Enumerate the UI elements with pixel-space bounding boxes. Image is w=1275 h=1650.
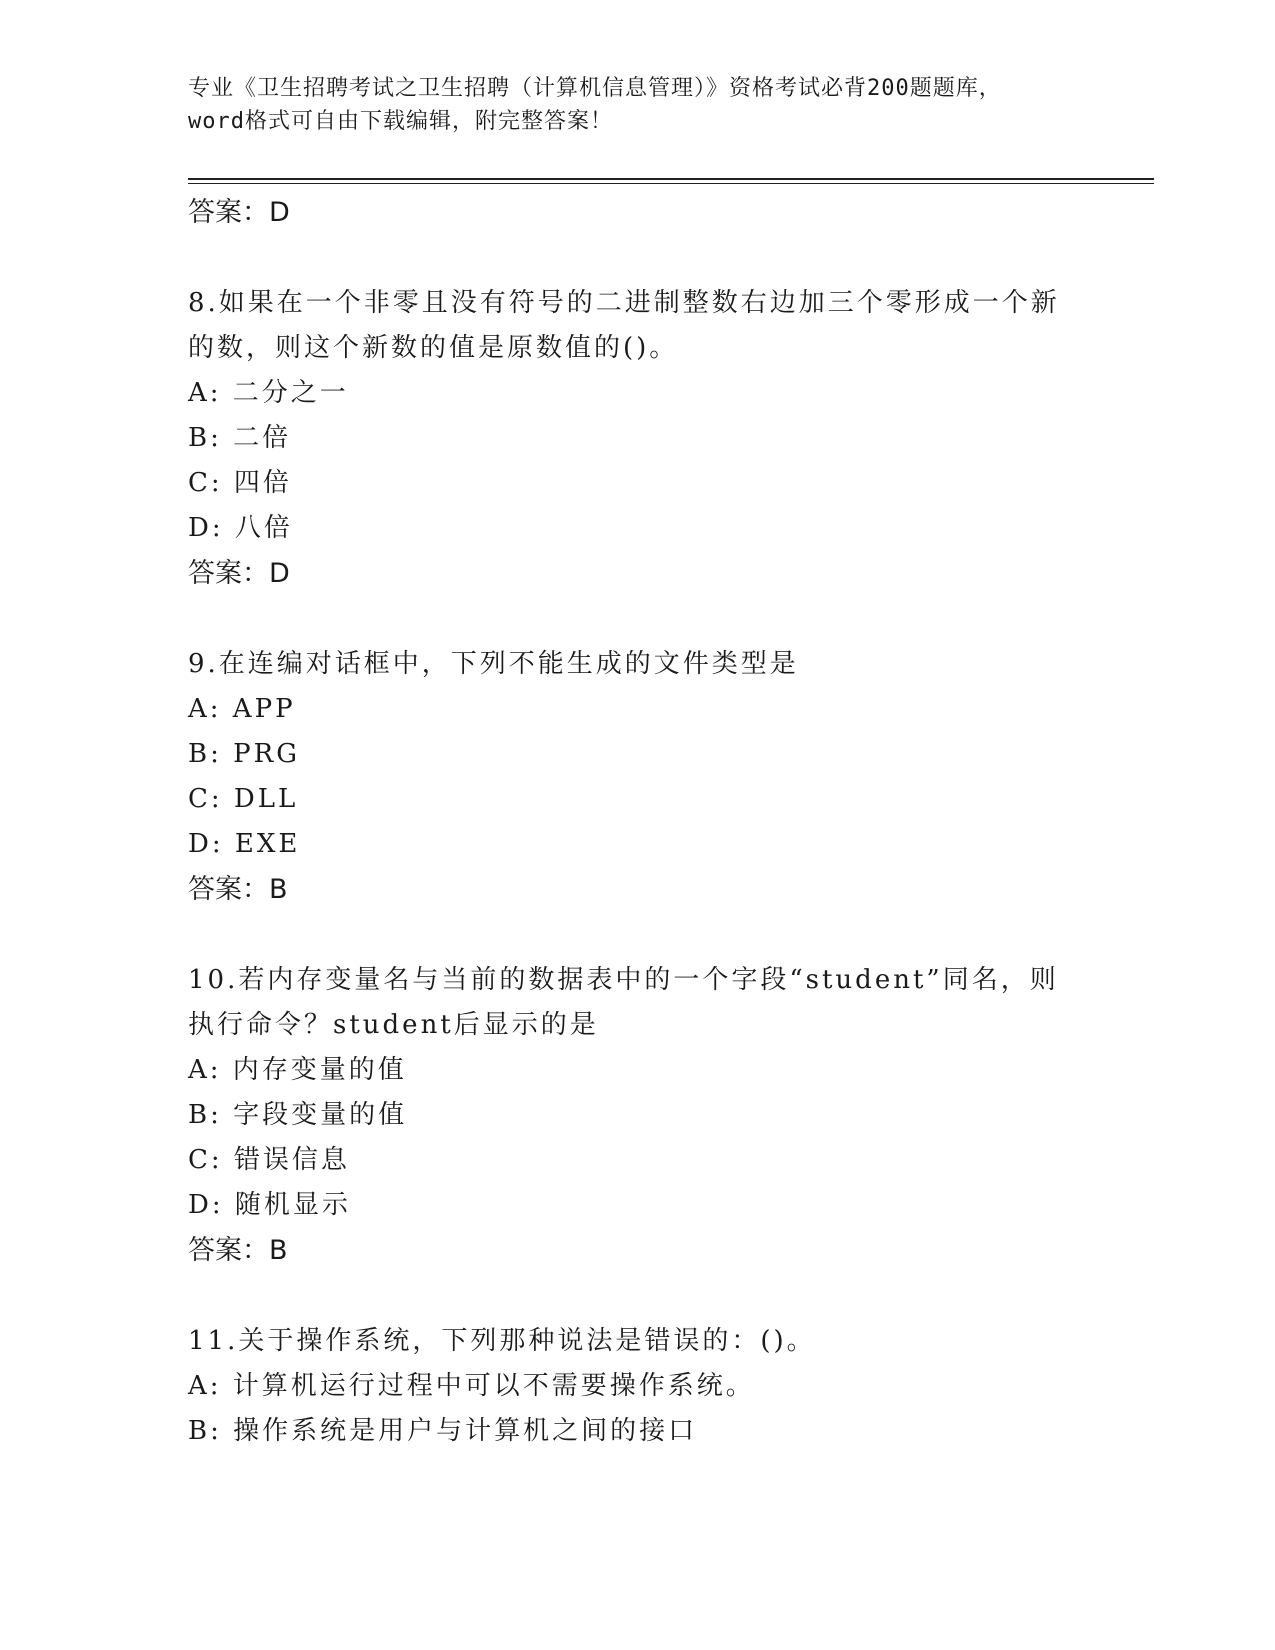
header-line-2: word格式可自由下载编辑，附完整答案！ (188, 109, 613, 134)
question-block (188, 1319, 1088, 1454)
option-c: C: 四倍 (188, 468, 292, 498)
answer-line: 答案：D (188, 197, 290, 228)
header-divider-thick (188, 178, 1154, 180)
answer-line: 答案：D (188, 558, 290, 589)
question-block (188, 958, 1088, 1274)
option-d: D: EXE (188, 829, 301, 859)
question-text (188, 281, 1088, 371)
answer-line: 答案：B (188, 874, 288, 905)
option-c: C: DLL (188, 784, 299, 814)
question-text (188, 642, 1088, 687)
question-line: 8.如果在一个非零且没有符号的二进制整数右边加三个零形成一个新 (188, 288, 1060, 318)
document-header (188, 72, 1088, 138)
question-line: 11.关于操作系统，下列那种说法是错误的：()。 (188, 1326, 816, 1356)
option-c: C: 错误信息 (188, 1145, 350, 1175)
question-block (188, 642, 1088, 913)
option-d: D: 八倍 (188, 513, 293, 543)
option-b: B: 二倍 (188, 423, 292, 453)
option-a: A: APP (188, 694, 296, 724)
header-divider-thin (188, 183, 1154, 184)
option-a: A: 内存变量的值 (188, 1055, 407, 1085)
answer-line: 答案：B (188, 1235, 288, 1266)
option-a: A: 计算机运行过程中可以不需要操作系统。 (188, 1371, 755, 1401)
question-line: 执行命令？student后显示的是 (188, 1010, 599, 1040)
question-list (188, 190, 1088, 1454)
option-b: B: PRG (188, 739, 300, 769)
question-line: 10.若内存变量名与当前的数据表中的一个字段“student”同名，则 (188, 965, 1059, 995)
option-b: B: 操作系统是用户与计算机之间的接口 (188, 1416, 698, 1446)
question-text (188, 1319, 1088, 1364)
option-a: A: 二分之一 (188, 378, 349, 408)
question-line: 的数，则这个新数的值是原数值的()。 (188, 333, 679, 363)
question-text (188, 958, 1088, 1048)
question-line: 9.在连编对话框中，下列不能生成的文件类型是 (188, 649, 799, 679)
option-b: B: 字段变量的值 (188, 1100, 408, 1130)
question-block (188, 281, 1088, 597)
option-d: D: 随机显示 (188, 1190, 351, 1220)
header-line-1: 专业《卫生招聘考试之卫生招聘（计算机信息管理）》资格考试必背200题题库， (188, 76, 1002, 101)
